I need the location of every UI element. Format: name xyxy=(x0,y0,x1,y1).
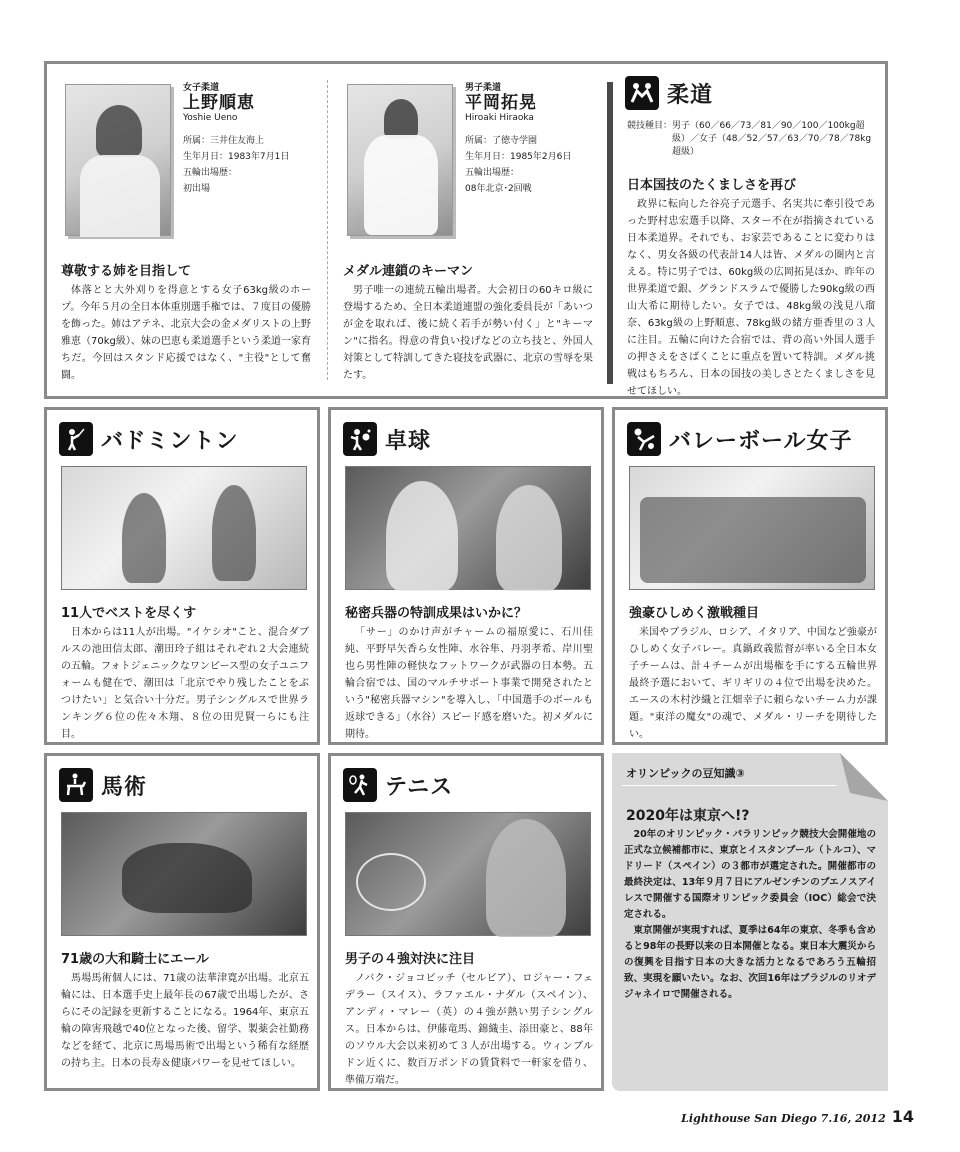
badminton-headline: 11人でベストを尽くす xyxy=(61,606,197,621)
ueno-headline: 尊敬する姉を目指して xyxy=(61,264,192,279)
tennis-name: テニス xyxy=(385,774,454,800)
equestrian-body: 馬場馬術個人には、71歳の法華津寛が出場。北京五輪には、日本選手史上最年長の67歳で出場したが、さらにその記録を更新することになる。1964年、東京五輪の障害飛越で40位となった後、留学、製薬会社勤務などを経て、北京に馬場馬術で出場という稀有な経歴の持ち主。日本の長寿＆健康パワーを見せてほしい。 xyxy=(61,973,309,1069)
table-tennis-photo xyxy=(345,466,591,590)
ueno-olympics-value: 初出場 xyxy=(183,184,211,194)
volleyball-body: 米国やブラジル、ロシア、イタリア、中国など強豪がひしめく女子バレー。真鍋政義監督が率いる全日本女子チームは、計４チームが出場権を手にする五輪世界最終予選において、ギリギリの４位で出場を決めた。エースの木村沙織と江畑幸子に頼らないチーム力が課題。"東洋の魔女"の魂で、メダル・リーチを期待したい。 xyxy=(629,627,877,740)
hiraoka-affiliation: 所属：了徳寺学園 xyxy=(465,136,538,146)
ueno-name: 上野順恵 xyxy=(183,93,255,113)
table-tennis-panel xyxy=(328,407,604,745)
tennis-panel xyxy=(328,753,604,1091)
volleyball-title xyxy=(627,422,853,456)
equestrian-name: 馬術 xyxy=(101,774,148,800)
tennis-body: ノバク・ジョコビッチ（セルビア）、ロジャー・フェデラー（スイス）、ラファエル・ナダル（スペイン）、アンディ・マレー（英）の４強が熱い男子シングルス。日本からは、伊藤竜馬、錦織圭、添田豪と、88年のソウル大会以来初めて３人が出場する。ウィンブルドン近くに、数百万ポンドの賃貸料で一軒家を借り、準備万端だ。 xyxy=(345,973,593,1086)
judo-events xyxy=(627,120,877,159)
ueno-roman: Yoshie Ueno xyxy=(183,113,238,123)
judo-icon xyxy=(625,76,659,110)
table-tennis-headline: 秘密兵器の特訓成果はいかに？ xyxy=(345,606,528,621)
ueno-category: 女子柔道 xyxy=(183,83,220,93)
tennis-headline: 男子の４強対決に注目 xyxy=(345,952,476,967)
hiraoka-roman: Hiroaki Hiraoka xyxy=(465,113,534,123)
trivia-headline: 2020年は東京へ!? xyxy=(626,808,750,824)
table-tennis-title xyxy=(343,422,431,456)
hiraoka-birth: 生年月日：1985年2月6日 xyxy=(465,152,572,162)
ueno-olympics-label: 五輪出場歴： xyxy=(183,168,238,178)
trivia-label-underline xyxy=(622,785,836,786)
volleyball-icon xyxy=(627,422,661,456)
judo-title xyxy=(625,76,713,110)
volleyball-headline: 強豪ひしめく激戦種目 xyxy=(629,606,760,621)
equestrian-headline: 71歳の大和騎士にエール xyxy=(61,952,209,967)
judo-accent-bar xyxy=(607,82,613,384)
equestrian-title xyxy=(59,768,147,802)
hiraoka-headline: メダル連鎖のキーマン xyxy=(343,264,474,279)
badminton-title xyxy=(59,422,239,456)
table-tennis-name: 卓球 xyxy=(385,428,432,454)
tennis-icon xyxy=(343,768,377,802)
ueno-birth: 生年月日：1983年7月1日 xyxy=(183,152,290,162)
judo-panel xyxy=(44,61,888,399)
footer-publication: Lighthouse San Diego 7.16, 2012 xyxy=(681,1112,886,1125)
equestrian-icon xyxy=(59,768,93,802)
hiraoka-name: 平岡拓晃 xyxy=(465,93,537,113)
table-tennis-icon xyxy=(343,422,377,456)
ueno-photo xyxy=(65,84,171,236)
badminton-panel xyxy=(44,407,320,745)
tennis-title xyxy=(343,768,453,802)
judo-name: 柔道 xyxy=(667,82,714,108)
ueno-info xyxy=(183,80,313,197)
volleyball-photo xyxy=(629,466,875,590)
hiraoka-info xyxy=(465,80,605,197)
badminton-photo xyxy=(61,466,307,590)
badminton-body: 日本からは11人が出場。"イケシオ"こと、混合ダブルスの池田信太郎、潮田玲子組はそれぞれ２大会連続の五輪。フォトジェニックなワンピース型の女子ユニフォームも健在で、潮田は「北京でやり残したことをぶつけたい」と気合い十分だ。男子シングルスで世界ランキング６位の佐々木翔、８位の田児賢一らにも注目。 xyxy=(61,627,309,740)
hiraoka-body: 男子唯一の連続五輪出場者。大会初日の60キロ級に登場するため、全日本柔道連盟の強化委員長が「あいつが金を取れば、後に続く若手が勢い付く」と"キーマン"に指名。得意の背負い投げなどの立ち技と、外国人対策として特訓してきた寝技を武器に、北京の雪辱を果たす。 xyxy=(343,285,593,381)
volleyball-name: バレーボール女子 xyxy=(669,428,853,454)
ueno-body: 体落とと大外刈りを得意とする女子63kg級のホープ。今年５月の全日本体重別選手権では、７度目の優勝を飾った。姉はアテネ、北京大会の金メダリストの上野雅恵（70kg級）、妹の巴恵も柔道選手という柔道一家育ちだ。今回はスタンド応援ではなく、"主役"として奮闘。 xyxy=(61,285,311,381)
trivia-body-2: 東京開催が実現すれば、夏季は64年の東京、冬季も含めると98年の長野以来の日本開催となる。東日本大震災からの復興を目指す日本の大きな活力となるであろう五輪招致、実現を願いたい。なお、次回16年はブラジルのリオデジャネイロで開催される。 xyxy=(624,925,876,1000)
tennis-photo xyxy=(345,812,591,936)
equestrian-photo xyxy=(61,812,307,936)
judo-events-label: 競技種目： xyxy=(627,121,673,131)
table-tennis-body: 「サー」のかけ声がチャームの福原愛に、石川佳純、平野早矢香ら女性陣、水谷隼、丹羽孝希、岸川聖也ら男性陣の軽快なフットワークが武器の日本勢。五輪合宿では、国のマルチサポート事業で開発されたという"秘密兵器マシン"を導入し、「中国選手のボールも返球できる」（水谷）スピード感を磨いた。初メダルに期待。 xyxy=(345,627,593,740)
badminton-name: バドミントン xyxy=(101,428,239,454)
judo-body: 政界に転向した谷亮子元選手、名実共に牽引役であった野村忠宏選手以降、スター不在が指摘されている日本柔道界。それでも、お家芸であることに変わりはなく、男女各級の代表計14人は皆、メダルの圏内と言える。特に男子では、60kg級の広岡拓晃ほか、昨年の世界柔道で銀、グランドスラムで優勝した90kg級の西山大希に期待したい。女子では、48kg級の浅見八瑠奈、63kg級の上野順恵、78kg級の緒方亜香里の３人に注目。五輪に向けた合宿では、背の高い外国人選手の押さえをさばくことに重点を置いて特訓。メダル挑戦はもちろん、日本の国技の美しさとたくましさを見せてほしい。 xyxy=(627,199,875,397)
hiraoka-photo xyxy=(347,84,453,236)
page-number: 14 xyxy=(891,1107,914,1126)
page-curl-icon xyxy=(840,753,888,801)
trivia-box xyxy=(612,753,888,1091)
volleyball-panel xyxy=(612,407,888,745)
trivia-label: オリンピックの豆知識③ xyxy=(626,767,745,780)
hiraoka-olympics-label: 五輪出場歴： xyxy=(465,168,520,178)
hiraoka-olympics-value: 08年北京･2回戦 xyxy=(465,184,532,194)
badminton-icon xyxy=(59,422,93,456)
divider xyxy=(327,80,328,380)
footer xyxy=(681,1107,914,1126)
judo-events-value: 男子（60／66／73／81／90／100／100kg超級）／女子（48／52／57／63／70／78／78kg超級） xyxy=(672,121,872,157)
trivia-body-1: 20年のオリンピック・パラリンピック競技大会開催地の正式な立候補都市に、東京とイスタンブール（トルコ）、マドリード（スペイン）の３都市が選定された。開催都市の最終決定は、13年９月７日にアルゼンチンのブエノスアイレスで開催する国際オリンピック委員会（IOC）総会で決定される。 xyxy=(624,829,876,920)
ueno-affiliation: 所属：三井住友海上 xyxy=(183,136,265,146)
judo-headline: 日本国技のたくましさを再び xyxy=(627,178,797,193)
hiraoka-category: 男子柔道 xyxy=(465,83,502,93)
equestrian-panel xyxy=(44,753,320,1091)
